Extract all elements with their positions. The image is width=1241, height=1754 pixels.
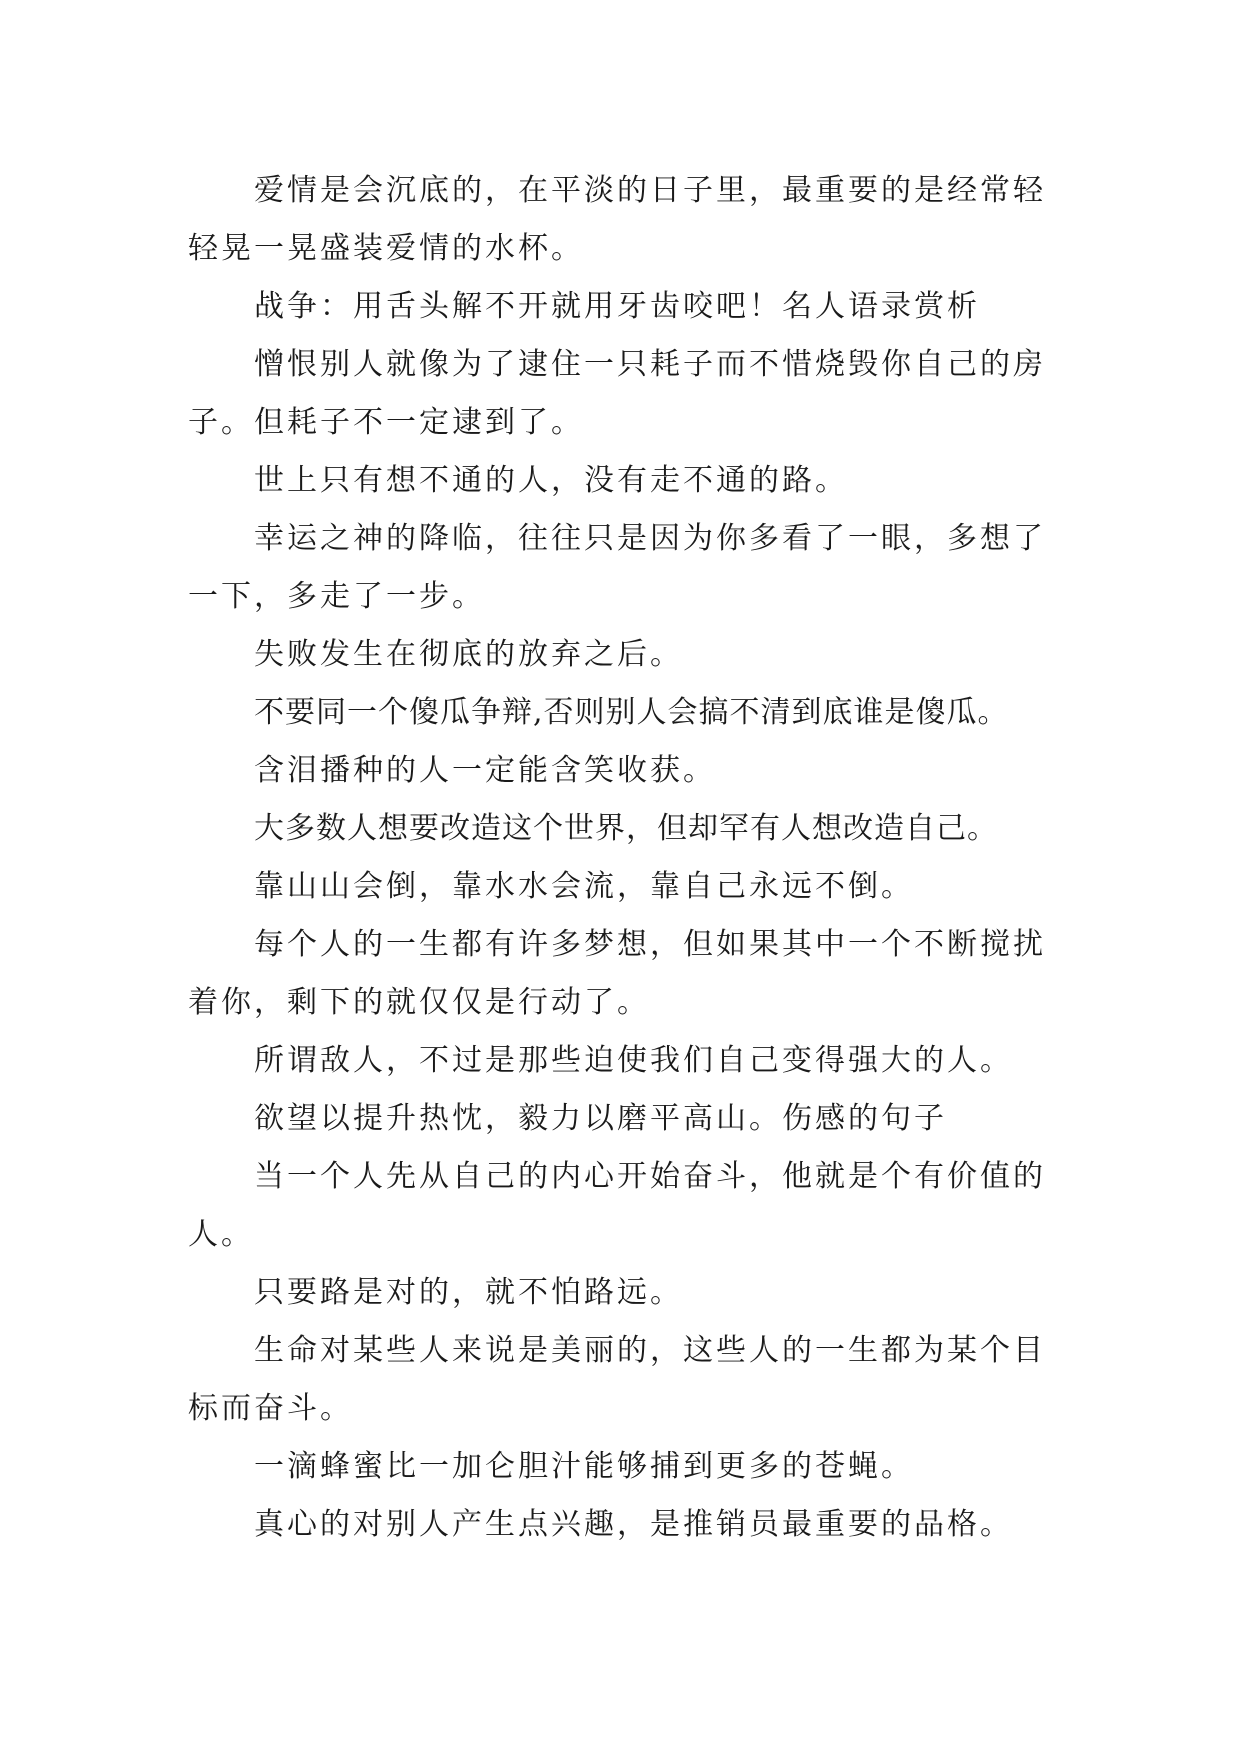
paragraph: 失败发生在彻底的放弃之后。 xyxy=(254,637,683,672)
paragraph: 世上只有想不通的人，没有走不通的路。 xyxy=(254,463,848,498)
paragraph: 爱情是会沉底的，在平淡的日子里，最重要的是经常轻轻晃一晃盛装爱情的水杯。 xyxy=(188,173,1046,266)
paragraph: 只要路是对的，就不怕路远。 xyxy=(254,1275,683,1310)
paragraph: 一滴蜂蜜比一加仑胆汁能够捕到更多的苍蝇。 xyxy=(254,1449,914,1484)
document-body xyxy=(188,162,1048,1554)
paragraph: 每个人的一生都有许多梦想，但如果其中一个不断搅扰着你，剩下的就仅仅是行动了。 xyxy=(188,927,1046,1020)
paragraph: 含泪播种的人一定能含笑收获。 xyxy=(254,753,716,788)
paragraph: 真心的对别人产生点兴趣，是推销员最重要的品格。 xyxy=(254,1507,1013,1542)
paragraph: 生命对某些人来说是美丽的，这些人的一生都为某个目标而奋斗。 xyxy=(188,1333,1046,1426)
paragraph: 幸运之神的降临，往往只是因为你多看了一眼，多想了一下，多走了一步。 xyxy=(188,521,1046,614)
paragraph: 当一个人先从自己的内心开始奋斗，他就是个有价值的人。 xyxy=(188,1159,1046,1252)
paragraph: 不要同一个傻瓜争辩,否则别人会搞不清到底谁是傻瓜。 xyxy=(254,695,1009,730)
paragraph: 欲望以提升热忱，毅力以磨平高山。伤感的句子 xyxy=(254,1101,947,1136)
paragraph: 大多数人想要改造这个世界，但却罕有人想改造自己。 xyxy=(254,811,998,846)
paragraph: 所谓敌人，不过是那些迫使我们自己变得强大的人。 xyxy=(254,1043,1013,1078)
paragraph: 战争：用舌头解不开就用牙齿咬吧！名人语录赏析 xyxy=(254,289,980,324)
paragraph: 靠山山会倒，靠水水会流，靠自己永远不倒。 xyxy=(254,869,914,904)
paragraph: 憎恨别人就像为了逮住一只耗子而不惜烧毁你自己的房子。但耗子不一定逮到了。 xyxy=(188,347,1046,440)
